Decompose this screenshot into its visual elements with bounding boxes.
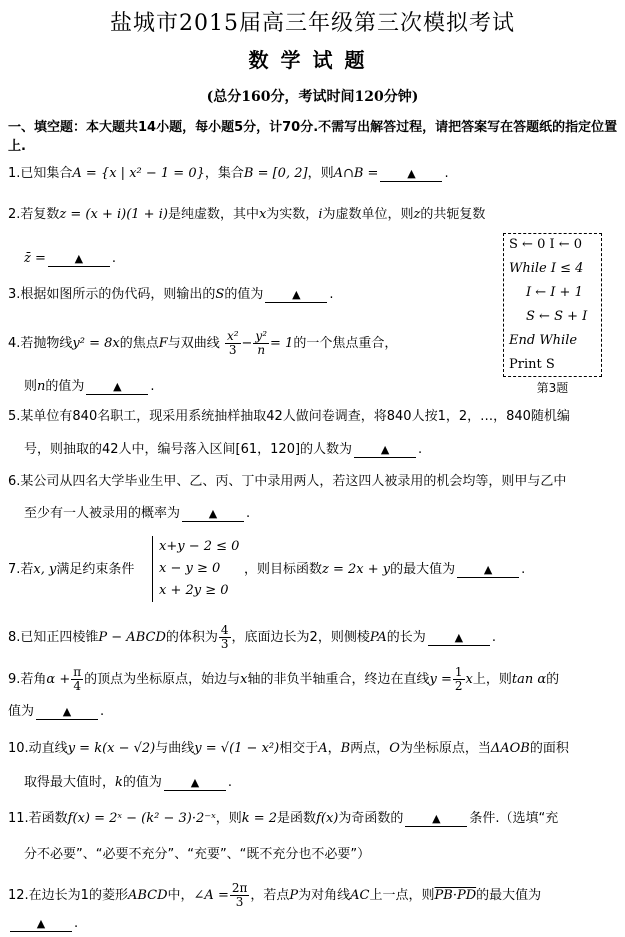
answer-blank: ▲: [86, 380, 148, 395]
constraint: x+y − 2 ≤ 0: [159, 539, 240, 554]
question-3: 3.根据如图所示的伪代码，则输出的S的值为 ▲ .: [8, 287, 334, 302]
question-8: 8.已知正四棱锥P − ABCD的体积为 $\frac{4}{3}$ ，底面边长为2，则侧棱PA的长为 ▲ .: [8, 623, 496, 651]
answer-blank: ▲: [164, 776, 226, 791]
fraction: $\frac{\text{y²}}{n}$: [255, 329, 268, 357]
fraction: $\frac{1}{2}$: [454, 665, 463, 693]
answer-blank: ▲: [405, 812, 467, 827]
question-9-line2: 值为 ▲ .: [8, 704, 105, 719]
question-11-line2: 分不必要”、“必要不充分”、“充要”、“既不充分也不必要”）: [24, 847, 371, 862]
code-line: While I ≤ 4: [509, 261, 584, 276]
code-line: End While: [509, 333, 578, 348]
answer-blank: ▲: [428, 631, 490, 646]
question-9: 9.若角α + $\frac{\pi}{4}$ 的顶点为坐标原点，始边与x轴的非负半轴重合，终边在直线y = $\frac{1}{2}$ x上，则tan α的: [8, 665, 560, 693]
question-2: 2.若复数z = (x + i)(1 + i)是纯虚数，其中x为实数，i为虚数单位，则z的共轭复数: [8, 207, 486, 222]
question-5-line2: 号，则抽取的42人中，编号落入区间[61，120]的人数为 ▲ .: [24, 442, 423, 457]
question-10-line2: 取得最大值时，k的值为 ▲ .: [24, 775, 233, 790]
fraction: $\frac{\text{x²}}{3}$: [226, 329, 239, 357]
exam-title: 盐城市2015届高三年级第三次模拟考试: [110, 11, 515, 36]
constraint: x − y ≥ 0: [159, 561, 221, 576]
code-line: S ← S + I: [526, 309, 588, 324]
answer-blank: ▲: [354, 443, 416, 458]
question-5: 5.某单位有840名职工，现采用系统抽样抽取42人做问卷调查，将840人按1，2，…，840随机编: [8, 409, 570, 424]
exam-note: (总分160分，考试时间120分钟): [206, 89, 419, 105]
question-7-tail: ，则目标函数z = 2x + y的最大值为 ▲ .: [244, 562, 526, 577]
question-7: 7.若x, y满足约束条件: [8, 562, 135, 577]
question-11: 11.若函数f(x) = 2ˣ − (k² − 3)·2⁻ˣ，则k = 2是函数f(x)为奇函数的 ▲ 条件.（选填“充: [8, 811, 559, 826]
code-line: S ← 0 I ← 0: [509, 237, 583, 252]
exam-subject: 数学试题: [248, 48, 377, 72]
answer-blank: ▲: [380, 167, 442, 182]
question-10: 10.动直线y = k(x − √2)与曲线y = √(1 − x²)相交于A，B两点，O为坐标原点，当ΔAOB的面积: [8, 741, 569, 756]
question-6: 6.某公司从四名大学毕业生甲、乙、丙、丁中录用两人，若这四人被录用的机会均等，则甲与乙中: [8, 474, 567, 489]
question-2-line2: z̄ = ▲ .: [24, 251, 117, 266]
constraint-system: [152, 536, 239, 602]
question-6-line2: 至少有一人被录用的概率为 ▲ .: [24, 506, 251, 521]
figure-caption: 第3题: [536, 381, 569, 395]
answer-blank: ▲: [48, 252, 110, 267]
answer-blank: ▲: [265, 288, 327, 303]
fraction: $\frac{4}{3}$: [220, 623, 229, 651]
fraction: $\frac{2\pi}{3}$: [231, 881, 248, 909]
answer-blank: ▲: [182, 507, 244, 522]
fraction: $\frac{\pi}{4}$: [73, 665, 82, 693]
question-12: 12.在边长为1的菱形ABCD中，∠A = $\frac{2\pi}{3}$ ，若点P为对角线AC上一点，则PB·PD的最大值为: [8, 881, 542, 909]
code-line: Print S: [509, 357, 555, 372]
question-4-line2: 则n的值为 ▲ .: [24, 379, 155, 394]
question-12-line2: ▲ .: [8, 915, 78, 933]
answer-blank: ▲: [457, 563, 519, 578]
answer-blank: ▲: [36, 705, 98, 720]
section-heading: 一、填空题：本大题共14小题，每小题5分，计70分.不需写出解答过程，请把答案写在答题纸的指定位置上.: [8, 120, 618, 154]
constraint: x + 2y ≥ 0: [159, 583, 229, 598]
pseudocode-box: [503, 233, 602, 377]
answer-blank: ▲: [10, 917, 72, 932]
question-1: 1.已知集合A = {x | x² − 1 = 0}，集合B = [0, 2]，则A∩B = ▲ .: [8, 166, 449, 181]
question-4: 4.若抛物线y² = 8x的焦点F与双曲线 $\frac{\text{x²}}{3}$ − $\frac{\text{y²}}{n}$ = 1的一个焦点重合，: [8, 329, 398, 357]
code-line: I ← I + 1: [526, 285, 583, 300]
